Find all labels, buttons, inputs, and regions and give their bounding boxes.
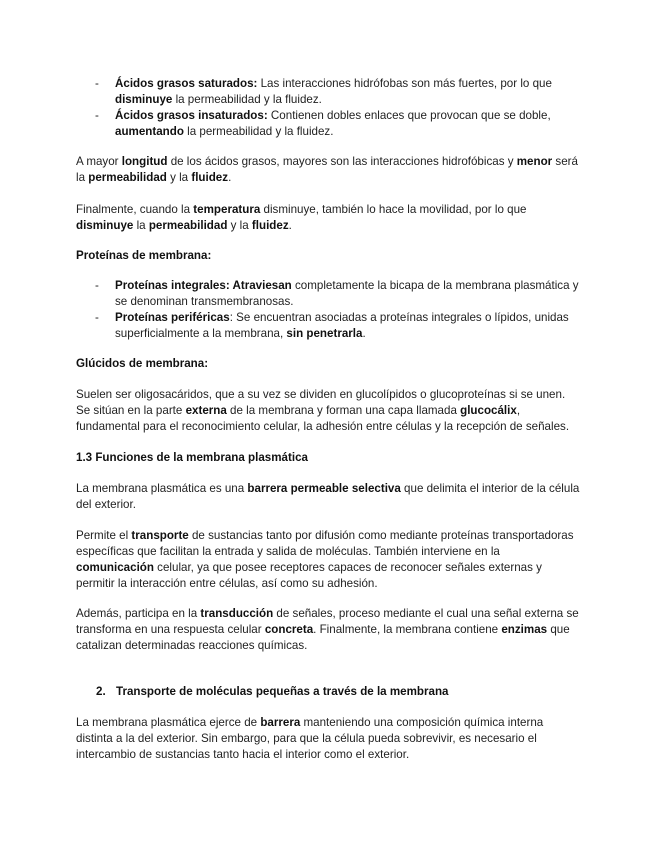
section-title: Transporte de moléculas pequeñas a través de la membrana [116, 685, 449, 698]
paragraph-temperatura: Finalmente, cuando la temperatura disminuye, también lo hace la movilidad, por lo que disminuye la permeabilidad y la fluidez. [76, 203, 527, 232]
paragraph-longitud: A mayor longitud de los ácidos grasos, mayores son las interacciones hidrofóbicas y menor será la permeabilidad y la fluidez. [76, 155, 578, 184]
paragraph-barrera: La membrana plasmática es una barrera permeable selectiva que delimita el interior de la célula del exterior. [76, 482, 580, 511]
bullet-dash: - [95, 311, 99, 324]
paragraph-glucidos: Suelen ser oligosacáridos, que a su vez se dividen en glucolípidos o glucoproteínas si se unen. Se sitúan en la parte externa de la membrana y forman una capa llamada glucocálix, fundamental para el reconocimiento celular, la adhesión entre células y la recepción de señales. [76, 388, 570, 433]
heading-glucidos: Glúcidos de membrana: [76, 357, 209, 370]
bullet-dash: - [95, 279, 99, 292]
protein-bullet-list [76, 278, 581, 342]
bullet-dash: - [95, 77, 99, 90]
bullet-dash: - [95, 109, 99, 122]
list-item: - Proteínas integrales: Atraviesan completamente la bicapa de la membrana plasmática y se denominan transmembranosas. [95, 279, 579, 308]
heading-funciones: 1.3 Funciones de la membrana plasmática [76, 451, 308, 464]
heading-section-2 [96, 684, 576, 700]
section-number: 2. [96, 685, 106, 698]
paragraph-section-2: La membrana plasmática ejerce de barrera manteniendo una composición química interna distinta a la del exterior. Sin embargo, para que la célula pueda sobrevivir, es necesario el intercambio de sustancias tanto hacia el interior como el exterior. [76, 716, 544, 761]
bold-term: aumentando [115, 125, 184, 138]
paragraph-transporte: Permite el transporte de sustancias tanto por difusión como mediante proteínas transportadoras específicas que facilitan la entrada y salida de moléculas. También interviene en la comunicación celular, ya que posee receptores capaces de reconocer señales externas y permitir la interacción entre células, así como su adhesión. [76, 529, 574, 590]
list-item: - Proteínas periféricas: Se encuentran asociadas a proteínas integrales o lípidos, unidas superficialmente a la membrana, sin penetrarla. [95, 311, 569, 340]
paragraph-transduccion: Además, participa en la transducción de señales, proceso mediante el cual una señal externa se transforma en una respuesta celular concreta. Finalmente, la membrana contiene enzimas que catalizan determinadas reacciones químicas. [76, 607, 579, 652]
list-item: - Ácidos grasos insaturados: Contienen dobles enlaces que provocan que se doble, aumentando la permeabilidad y la fluidez. [95, 109, 551, 138]
lipid-bullet-list [76, 76, 581, 140]
bold-term: disminuye [115, 93, 173, 106]
bold-term: Ácidos grasos insaturados: [115, 109, 268, 122]
heading-proteinas: Proteínas de membrana: [76, 249, 212, 262]
bold-term: Ácidos grasos saturados: [115, 77, 258, 90]
list-item: - Ácidos grasos saturados: Las interacciones hidrófobas son más fuertes, por lo que disminuye la permeabilidad y la fluidez. [95, 77, 552, 106]
